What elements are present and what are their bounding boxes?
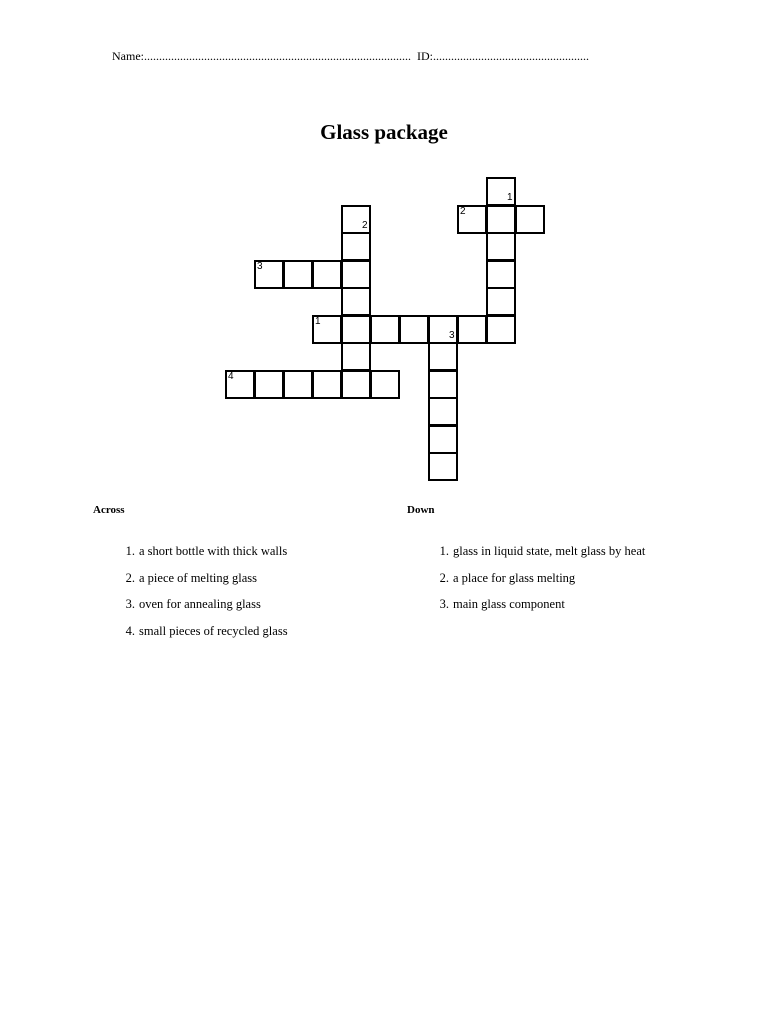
crossword-cell[interactable] <box>370 370 400 399</box>
clue-number: 2. <box>439 570 449 585</box>
id-field-label: ID:.................................................... <box>417 49 589 63</box>
clue-number: 1. <box>439 544 449 558</box>
crossword-cell[interactable] <box>428 370 458 399</box>
across-clue-list <box>113 544 288 650</box>
clue-text: small pieces of recycled glass <box>139 623 288 638</box>
name-field-label: Name:......................................................................................... <box>112 49 411 63</box>
clue-number: 2. <box>125 570 135 585</box>
page-title: Glass package <box>320 120 448 144</box>
crossword-cell[interactable] <box>486 205 516 234</box>
clue-item <box>427 597 645 624</box>
crossword-cell[interactable] <box>370 315 400 344</box>
clue-item <box>427 544 645 571</box>
clue-item <box>113 624 288 651</box>
crossword-cell[interactable] <box>283 370 313 399</box>
across-clue-number-3: 3 <box>257 260 263 272</box>
down-heading: Down <box>407 504 435 516</box>
clue-text: main glass component <box>453 597 565 611</box>
clue-number: 1. <box>125 544 135 558</box>
clue-text: a piece of melting glass <box>139 570 258 585</box>
across-clue-number-4: 4 <box>228 370 234 382</box>
crossword-cell[interactable] <box>428 342 458 371</box>
crossword-cell[interactable] <box>428 425 458 454</box>
crossword-cell[interactable] <box>283 260 313 289</box>
crossword-cell[interactable] <box>515 205 545 234</box>
clue-number: 4. <box>125 623 135 638</box>
down-clue-list <box>427 544 645 624</box>
crossword-cell[interactable] <box>457 315 487 344</box>
clue-text: a short bottle with thick walls <box>139 544 288 558</box>
crossword-cell[interactable] <box>428 452 458 481</box>
clue-item <box>113 597 288 624</box>
crossword-cell[interactable] <box>341 287 371 316</box>
down-clue-number-3: 3 <box>449 329 455 341</box>
down-clue-number-1: 1 <box>507 192 513 203</box>
across-clue-number-1: 1 <box>315 315 321 327</box>
crossword-cell[interactable] <box>341 370 371 399</box>
down-clue-number-2: 2 <box>362 219 368 231</box>
clue-number: 3. <box>125 597 135 611</box>
crossword-cell[interactable] <box>486 232 516 261</box>
crossword-cell[interactable] <box>254 370 284 399</box>
clue-item <box>113 571 288 598</box>
crossword-cell[interactable] <box>312 370 342 399</box>
across-heading: Across <box>93 504 125 516</box>
crossword-cell[interactable] <box>428 397 458 426</box>
crossword-cell[interactable] <box>341 260 371 289</box>
crossword-cell[interactable] <box>486 287 516 316</box>
clue-text: a place for glass melting <box>453 570 576 585</box>
crossword-cell[interactable] <box>341 315 371 344</box>
crossword-cell[interactable] <box>341 342 371 371</box>
crossword-cell[interactable] <box>312 260 342 289</box>
clue-number: 3. <box>439 597 449 611</box>
clue-item <box>427 571 645 598</box>
clue-item <box>113 544 288 571</box>
crossword-cell[interactable] <box>486 315 516 344</box>
across-clue-number-2: 2 <box>460 205 466 217</box>
crossword-cell[interactable] <box>341 232 371 261</box>
crossword-cell[interactable] <box>399 315 429 344</box>
crossword-cell[interactable] <box>486 260 516 289</box>
clue-text: glass in liquid state, melt glass by heat <box>453 544 646 558</box>
clue-text: oven for annealing glass <box>139 597 261 611</box>
